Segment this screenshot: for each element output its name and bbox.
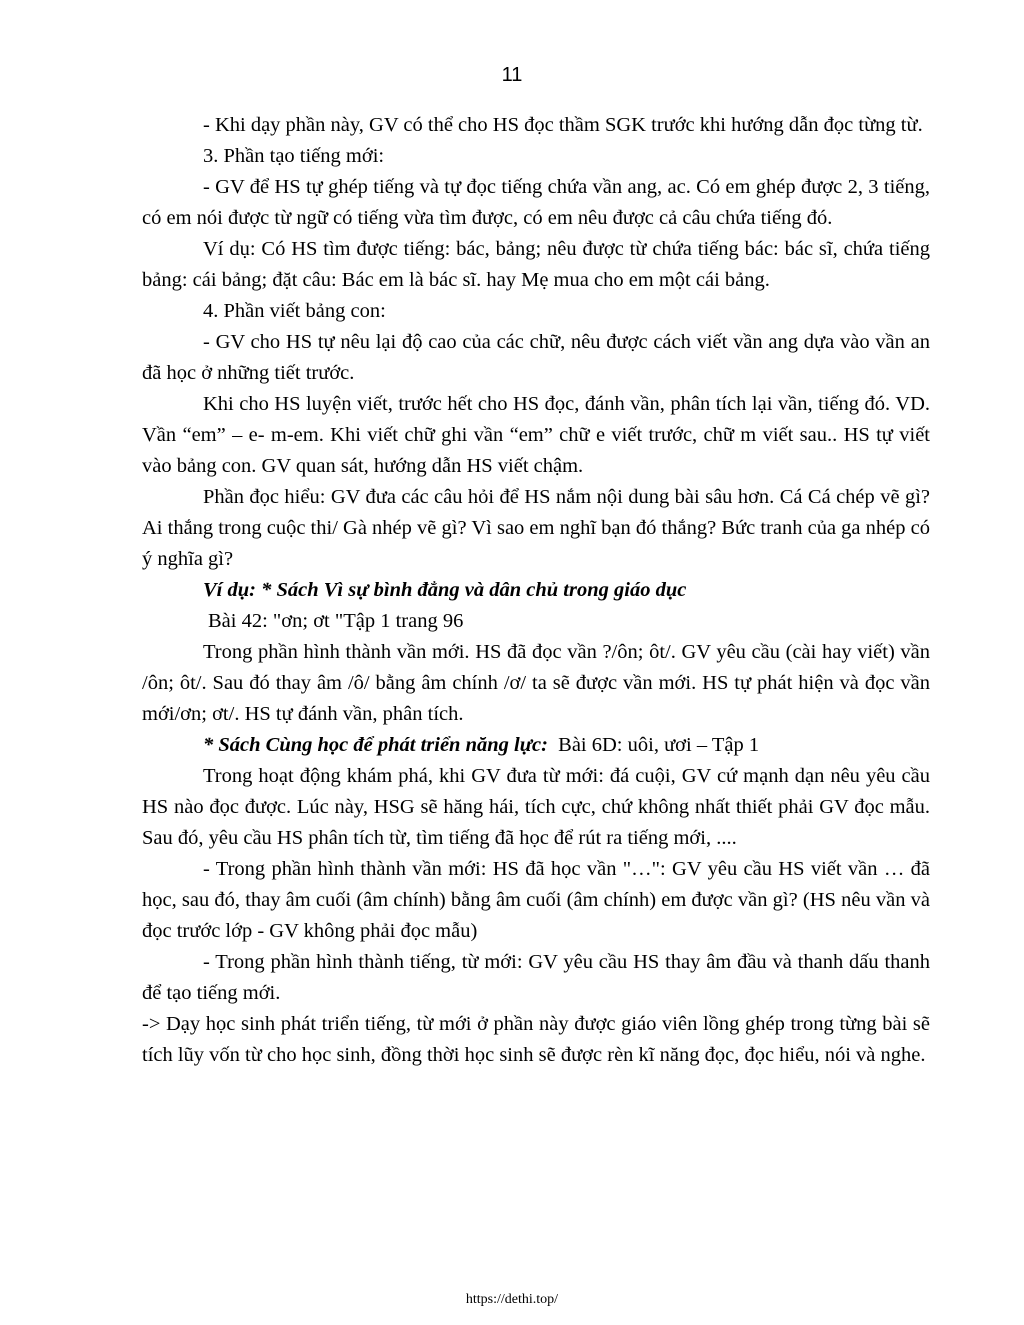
heading-example-book: Ví dụ: * Sách Vì sự bình đẳng và dân chủ trong giáo dục (203, 579, 687, 601)
section-heading-new-words: 3. Phần tạo tiếng mới: (203, 145, 385, 167)
section-heading-writing: 4. Phần viết bảng con: (203, 300, 386, 322)
page-body (142, 110, 930, 1071)
paragraph-reading-comprehension: Phần đọc hiểu: GV đưa các câu hỏi để HS nắm nội dung bài sâu hơn. Cá Cá chép vẽ gì? Ai thắng trong cuộc thi/ Gà nhép vẽ gì? Vì sao em nghĩ bạn đó thắng? Bức tranh của ga nhép có ý nghĩa gì? (142, 486, 930, 570)
footer-url: https://dethi.top/ (465, 1292, 559, 1307)
paragraph-new-words-tone: - Trong phần hình thành tiếng, từ mới: GV yêu cầu HS thay âm đầu và thanh dấu thanh để tạo tiếng mới. (142, 951, 930, 1004)
lesson-reference-6d: Bài 6D: uôi, ươi – Tập 1 (558, 734, 760, 756)
page-number: 11 (501, 64, 523, 86)
paragraph-rhyme-formation: Trong phần hình thành vần mới. HS đã đọc vần ?/ôn; ôt/. GV yêu cầu (cài hay viết) vần /ôn; ôt/. Sau đó thay âm /ô/ bằng âm chính /ơ/ ta sẽ được vần mới. HS tự phát hiện và đọc vần mới/ơn; ơt/. HS tự đánh vần, phân tích. (142, 641, 930, 725)
paragraph-example: Ví dụ: Có HS tìm được tiếng: bác, bảng; nêu được từ chứa tiếng bác: bác sĩ, chứa tiếng bảng: cái bảng; đặt câu: Bác em là bác sĩ. hay Mẹ mua cho em một cái bảng. (142, 238, 930, 291)
heading-book-cung-hoc: * Sách Cùng học để phát triển năng lực: (203, 734, 548, 756)
paragraph-new-words: - GV để HS tự ghép tiếng và tự đọc tiếng chứa vần ang, ac. Có em ghép được 2, 3 tiếng, có em nói được từ ngữ có tiếng vừa tìm được, có em nêu được cả câu chứa tiếng đó. (142, 176, 930, 229)
paragraph-discovery: Trong hoạt động khám phá, khi GV đưa từ mới: đá cuội, GV cứ mạnh dạn nêu yêu cầu HS nào đọc được. Lúc này, HSG sẽ hăng hái, tích cực, chứ không nhất thiết phải GV đọc mẫu. Sau đó, yêu cầu HS phân tích từ, tìm tiếng đã học để rút ra tiếng mới, .... (142, 765, 930, 849)
paragraph-conclusion: -> Dạy học sinh phát triển tiếng, từ mới ở phần này được giáo viên lồng ghép trong từng bài sẽ tích lũy vốn từ cho học sinh, đồng thời học sinh sẽ được rèn kĩ năng đọc, đọc hiểu, nói và nghe. (142, 1013, 930, 1066)
paragraph-practice: Khi cho HS luyện viết, trước hết cho HS đọc, đánh vần, phân tích lại vần, tiếng đó. VD. Vần “em” – e- m-em. Khi viết chữ ghi vần “em” chữ e viết trước, chữ m viết sau.. HS tự viết vào bảng con. GV quan sát, hướng dẫn HS viết chậm. (142, 393, 930, 477)
paragraph-writing: - GV cho HS tự nêu lại độ cao của các chữ, nêu được cách viết vần ang dựa vào vần an đã học ở những tiết trước. (142, 331, 930, 384)
paragraph-guidance: - Khi dạy phần này, GV có thể cho HS đọc thầm SGK trước khi hướng dẫn đọc từng từ. (203, 114, 923, 136)
paragraph-book-cung-hoc (142, 730, 930, 761)
paragraph-new-rhyme: - Trong phần hình thành vần mới: HS đã học vần "…": GV yêu cầu HS viết vần … đã học, sau đó, thay âm cuối (âm chính) bằng âm cuối (âm chính) em được vần gì? (HS nêu vần và đọc trước lớp - GV không phải đọc mẫu) (142, 858, 930, 942)
lesson-reference: Bài 42: "ơn; ơt "Tập 1 trang 96 (208, 610, 464, 632)
